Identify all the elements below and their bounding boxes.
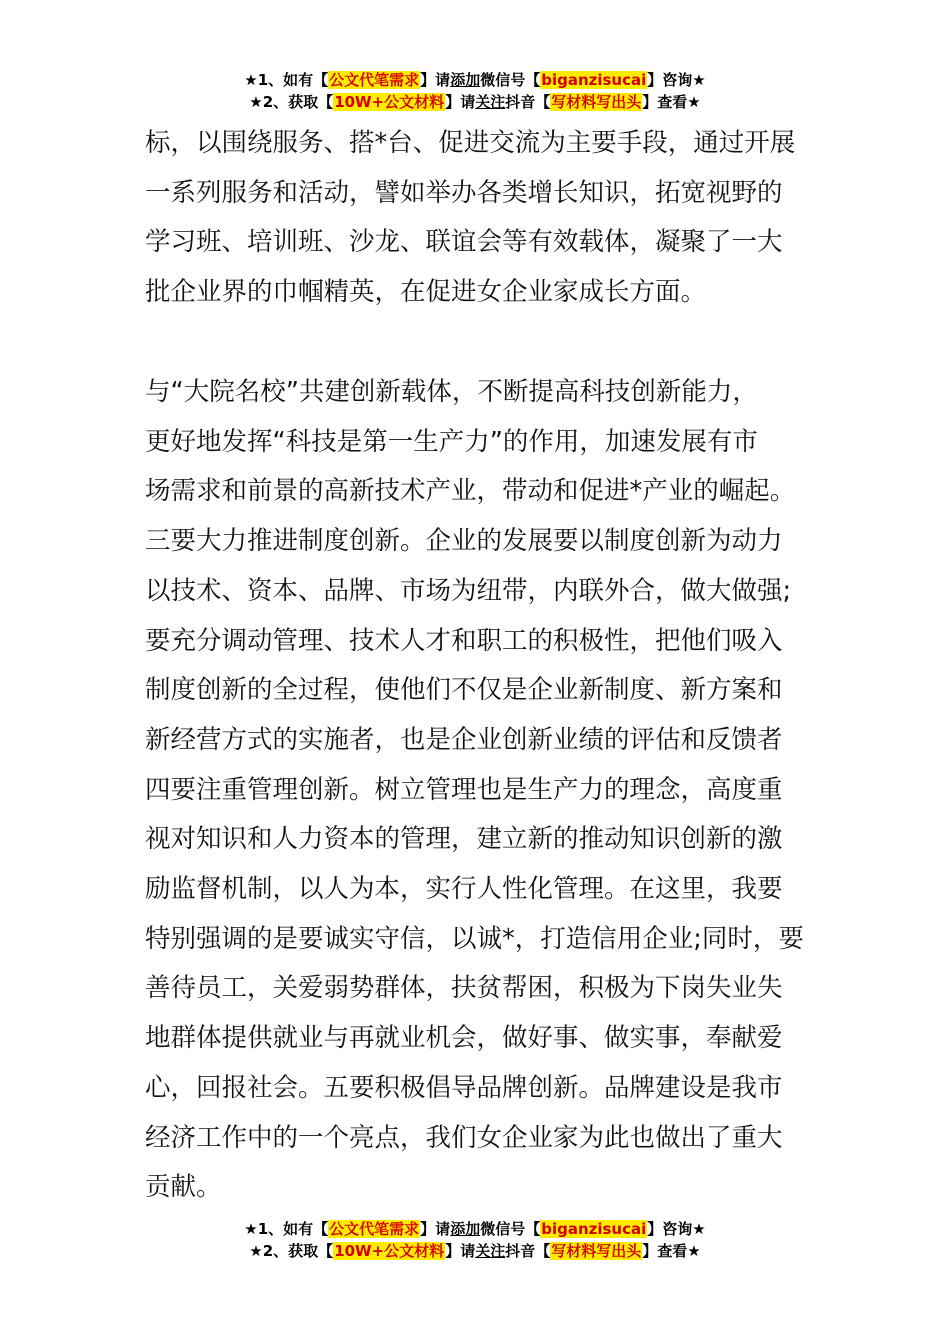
text-line: 场需求和前景的高新技术产业，带动和促进*产业的崛起。 xyxy=(145,476,796,507)
highlight-wechat-id: biganzisucai xyxy=(541,1220,647,1238)
highlight-materials-label: 10W+公文材料 xyxy=(334,1242,445,1260)
highlight-service-label: 公文代笔需求 xyxy=(329,71,420,89)
text-line: 特别强调的是要诚实守信，以诚*，打造信用企业;同时，要 xyxy=(145,923,804,954)
banner-text: 】查看★ xyxy=(642,1242,701,1260)
banner-text: 】请 xyxy=(420,71,451,89)
banner-text: ★1、如有【 xyxy=(244,71,329,89)
text-line: 标，以围绕服务、搭*台、促进交流为主要手段，通过开展 xyxy=(145,128,796,158)
text-line: 励监督机制，以人为本，实行人性化管理。在这里，我要 xyxy=(145,874,783,905)
banner-text: 】咨询★ xyxy=(647,1220,706,1238)
text-line: 与“大院名校”共建创新载体，不断提高科技创新能力， xyxy=(145,377,758,407)
text-line: 视对知识和人力资本的管理，建立新的推动知识创新的激 xyxy=(145,824,783,855)
text-line: 地群体提供就业与再就业机会，做好事、做实事，奉献爱 xyxy=(145,1023,783,1054)
banner-text: 】查看★ xyxy=(642,93,701,111)
banner-text: 】请 xyxy=(445,1242,476,1260)
text-line: 以技术、资本、品牌、市场为纽带，内联外合，做大做强; xyxy=(145,575,792,606)
header-banner xyxy=(0,69,950,113)
text-line: 新经营方式的实施者，也是企业创新业绩的评估和反馈者 xyxy=(145,724,783,755)
banner-text: 微信号【 xyxy=(480,1220,541,1238)
banner-text: 抖音【 xyxy=(505,1242,551,1260)
footer-banner xyxy=(0,1218,950,1262)
text-line: 一系列服务和活动，譬如举办各类增长知识，拓宽视野的 xyxy=(145,177,783,208)
text-line: 批企业界的巾帼精英，在促进女企业家成长方面。 xyxy=(145,277,707,308)
underlined-text: 关注 xyxy=(475,1242,506,1260)
banner-text: 】咨询★ xyxy=(647,71,706,89)
banner-text: 】请 xyxy=(420,1220,451,1238)
paragraph-1 xyxy=(145,119,810,318)
footer-banner-line-1 xyxy=(0,1218,950,1240)
underlined-text: 添加 xyxy=(450,71,481,89)
text-line: 善待员工，关爱弱势群体，扶贫帮困，积极为下岗失业失 xyxy=(145,973,783,1004)
banner-text: 抖音【 xyxy=(505,93,551,111)
text-line: 学习班、培训班、沙龙、联谊会等有效载体，凝聚了一大 xyxy=(145,227,783,258)
banner-text: ★1、如有【 xyxy=(244,1220,329,1238)
text-line: 制度创新的全过程，使他们不仅是企业新制度、新方案和 xyxy=(145,675,783,706)
banner-text: ★2、获取【 xyxy=(249,1242,334,1260)
highlight-douyin-account: 写材料写出头 xyxy=(551,1242,642,1260)
highlight-wechat-id: biganzisucai xyxy=(541,71,647,89)
text-line: 心，回报社会。五要积极倡导品牌创新。品牌建设是我市 xyxy=(145,1072,783,1103)
banner-text: 微信号【 xyxy=(480,71,541,89)
highlight-service-label: 公文代笔需求 xyxy=(329,1220,420,1238)
text-line: 三要大力推进制度创新。企业的发展要以制度创新为动力 xyxy=(145,526,783,557)
text-line: 四要注重管理创新。树立管理也是生产力的理念，高度重 xyxy=(145,774,783,805)
highlight-materials-label: 10W+公文材料 xyxy=(334,93,445,111)
text-line: 贡献。 xyxy=(145,1172,222,1203)
text-line: 要充分调动管理、技术人才和职工的积极性，把他们吸入 xyxy=(145,625,783,656)
underlined-text: 关注 xyxy=(475,93,506,111)
text-line: 更好地发挥“科技是第一生产力”的作用，加速发展有市 xyxy=(145,426,758,457)
underlined-text: 添加 xyxy=(450,1220,481,1238)
footer-banner-line-2 xyxy=(0,1240,950,1262)
text-line: 经济工作中的一个亮点，我们女企业家为此也做出了重大 xyxy=(145,1122,783,1153)
highlight-douyin-account: 写材料写出头 xyxy=(551,93,642,111)
paragraph-2 xyxy=(145,368,810,1213)
header-banner-line-1 xyxy=(0,69,950,91)
banner-text: ★2、获取【 xyxy=(249,93,334,111)
banner-text: 】请 xyxy=(445,93,476,111)
header-banner-line-2 xyxy=(0,91,950,113)
